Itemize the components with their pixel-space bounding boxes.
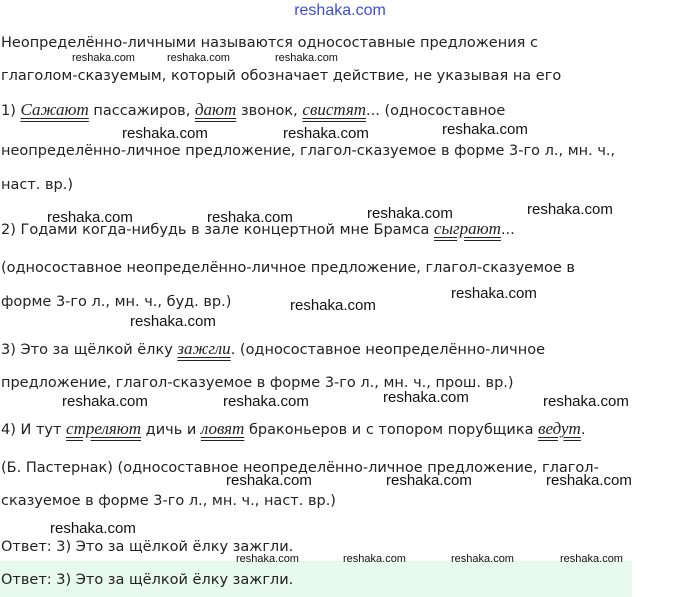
- predicate-sygrayut: сыграют: [433, 219, 501, 238]
- item-2-line-3: форме 3-го л., мн. ч., буд. вр.): [1, 294, 232, 310]
- watermark: reshaka.com: [386, 472, 472, 489]
- item-4-text-c: .: [580, 422, 586, 438]
- watermark: reshaka.com: [543, 393, 629, 410]
- watermark: reshaka.com: [122, 125, 208, 142]
- watermark: reshaka.com: [167, 52, 230, 64]
- predicate-sazhayut: Сажают: [20, 100, 89, 119]
- predicate-strelyayut: стреляют: [66, 419, 142, 438]
- watermark: reshaka.com: [207, 209, 293, 226]
- item-4-text-b: браконьеров и с топором порубщика: [244, 422, 539, 438]
- item-4-line-3: сказуемое в форме 3-го л., мн. ч., наст. вр.): [1, 493, 336, 509]
- predicate-lovyat: ловят: [200, 419, 245, 438]
- watermark: reshaka.com: [283, 125, 369, 142]
- item-4-number: 4) И тут: [1, 422, 67, 438]
- watermark: reshaka.com: [527, 201, 613, 218]
- watermark: reshaka.com: [343, 553, 406, 565]
- watermark: reshaka.com: [226, 472, 312, 489]
- intro-line-1: Неопределённо-личными называются односоставные предложения с: [1, 35, 538, 51]
- item-3-tail: . (односоставное неопределённо-личное: [230, 342, 545, 358]
- watermark: reshaka.com: [546, 472, 632, 489]
- watermark: reshaka.com: [367, 205, 453, 222]
- watermark: reshaka.com: [223, 393, 309, 410]
- answer-line: Ответ: 3) Это за щёлкой ёлку зажгли.: [1, 539, 294, 555]
- item-1-text-c: ... (односоставное: [366, 103, 506, 119]
- watermark: reshaka.com: [236, 553, 299, 565]
- site-header[interactable]: reshaka.com: [294, 2, 386, 19]
- item-3-line-2: предложение, глагол-сказуемое в форме 3-го л., мн. ч., прош. вр.): [1, 375, 514, 391]
- predicate-vedut: ведут: [538, 419, 581, 438]
- item-1-line-2: неопределённо-личное предложение, глагол-сказуемое в форме 3-го л., мн. ч.,: [1, 143, 616, 159]
- watermark: reshaka.com: [50, 520, 136, 537]
- watermark: reshaka.com: [130, 313, 216, 330]
- item-1-number: 1): [1, 103, 16, 119]
- predicate-svistyat: свистят: [302, 100, 367, 119]
- watermark: reshaka.com: [451, 553, 514, 565]
- item-4-line-2: (Б. Пастернак) (односоставное неопределённо-личное предложение, глагол-: [1, 460, 599, 476]
- item-3-line-1: [1, 339, 545, 360]
- answer-highlight-text: Ответ: 3) Это за щёлкой ёлку зажгли.: [1, 572, 294, 588]
- watermark: reshaka.com: [47, 209, 133, 226]
- intro-line-2: глаголом-сказуемым, который обозначает действие, не указывая на его: [1, 68, 562, 84]
- watermark: reshaka.com: [451, 285, 537, 302]
- item-1-line-3: наст. вр.): [1, 177, 74, 193]
- predicate-dayut: дают: [194, 100, 237, 119]
- predicate-zazhgli: зажгли: [177, 339, 231, 358]
- item-2-line-2: (односоставное неопределённо-личное предложение, глагол-сказуемое в: [1, 260, 575, 276]
- watermark: reshaka.com: [62, 393, 148, 410]
- item-3-text: 3) Это за щёлкой ёлку: [1, 342, 178, 358]
- item-1-line-1: [1, 100, 505, 121]
- watermark: reshaka.com: [442, 121, 528, 138]
- watermark: reshaka.com: [560, 553, 623, 565]
- watermark: reshaka.com: [72, 52, 135, 64]
- item-2-text: 2) Годами когда-нибудь в зале концертной мне Брамса: [1, 222, 434, 238]
- watermark: reshaka.com: [383, 389, 469, 406]
- watermark: reshaka.com: [275, 52, 338, 64]
- item-4-line-1: [1, 419, 585, 440]
- watermark: reshaka.com: [290, 297, 376, 314]
- item-1-text-a: пассажиров,: [88, 103, 195, 119]
- item-4-text-a: дичь и: [141, 422, 201, 438]
- item-1-text-b: звонок,: [236, 103, 303, 119]
- item-2-tail: ...: [500, 222, 515, 238]
